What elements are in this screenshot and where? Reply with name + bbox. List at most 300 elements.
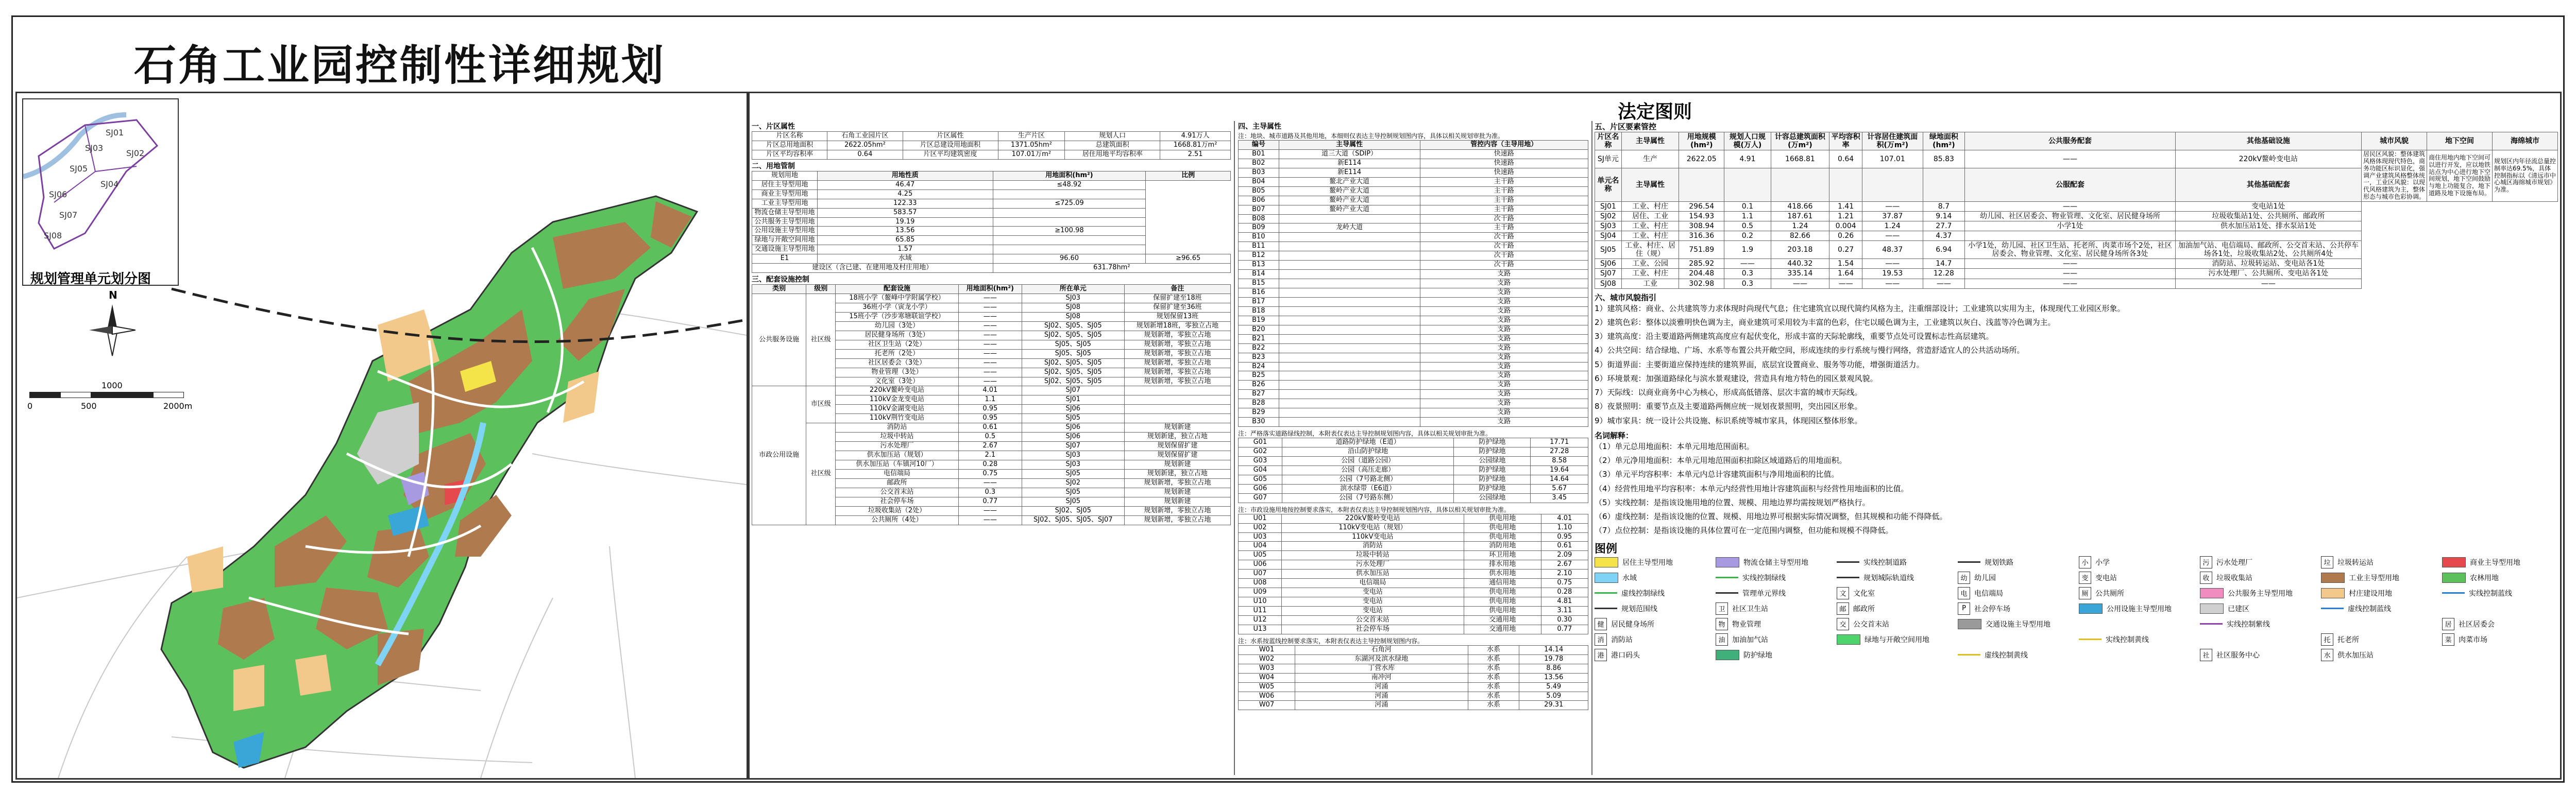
legend-label: 虚线控制绿线 (1621, 589, 1665, 598)
table-cell: B16 (1239, 288, 1279, 298)
table-cell: 2622.05 (1679, 150, 1724, 168)
table-cell: 规划新增，零独立占地 (1124, 377, 1230, 386)
scale-bar (29, 382, 199, 412)
table-cell: U04 (1239, 542, 1282, 551)
table-cell: 1.21 (1829, 211, 1862, 221)
table-row (1239, 159, 1588, 168)
list-item: （6）虚线控制：是指该设施的位置、规模、用地边界可根据实际情况调整，但其规模和功能不得降低。 (1595, 512, 1947, 522)
legend-line (1958, 654, 1980, 656)
table-cell: 供电用地 (1464, 514, 1541, 523)
table-cell (1279, 251, 1420, 261)
table-cell: 水系 (1468, 673, 1519, 682)
table-row (1239, 168, 1588, 177)
legend-item (1595, 587, 1710, 599)
table-cell: 工业主导型用地 (752, 199, 818, 208)
legend-label: 农林用地 (2470, 574, 2499, 582)
table-cell: U01 (1239, 514, 1282, 523)
table-cell: 水系 (1468, 654, 1519, 664)
table-row (1239, 456, 1588, 466)
table-row (1239, 560, 1588, 570)
legend-item (1958, 602, 2074, 615)
table-cell: SJ02、SJ05、SJ05、SJ07 (1022, 515, 1124, 525)
table-cell: 规划新建，独立占地 (1124, 469, 1230, 478)
table-cell (1279, 242, 1420, 251)
table-cell: 规划保留13班 (1124, 312, 1230, 321)
table-cell: B11 (1239, 242, 1279, 251)
table-cell: 3.45 (1531, 493, 1588, 503)
map-panel[interactable] (15, 92, 748, 780)
table-cell: 供电用地 (1464, 523, 1541, 532)
legend-label: 规划铁路 (1985, 558, 2013, 567)
table-cell: 变电站 (1281, 607, 1464, 616)
table-cell: 防护绿地 (1454, 438, 1531, 447)
table-cell: 规划新增，零独立占地 (1124, 349, 1230, 358)
legend-item (2442, 602, 2558, 615)
table-cell: 110kV变电站（规划） (1281, 523, 1464, 532)
legend-label: 居住主导型用地 (1622, 558, 1673, 567)
table-cell: ≤48.92 (993, 180, 1146, 189)
legend-label: 虚线控制蓝线 (2348, 605, 2391, 613)
legend-item (2079, 587, 2195, 599)
table-cell: 绿地面积(hm²) (1923, 132, 1965, 150)
table-cell (1279, 408, 1420, 418)
table-row (1239, 270, 1588, 279)
legend-label: 垃圾转运站 (2337, 558, 2374, 567)
table-cell: U11 (1239, 607, 1282, 616)
table-cell: 0.95 (1541, 532, 1588, 542)
legend-symbol-icon: P (1958, 602, 1970, 615)
table-cell: 公用设施主导型用地 (752, 227, 818, 236)
table-cell: 122.33 (818, 199, 993, 208)
table-cell: 13.56 (1519, 673, 1588, 682)
legend-swatch (1716, 650, 1739, 660)
table-cell: U10 (1239, 597, 1282, 607)
section-note: 注：水系按蓝线控制要求落实，本附表仅表达主导控制规划图内容。 (1238, 637, 1424, 645)
table-cell: 支路 (1420, 362, 1588, 371)
table-cell: —— (1965, 259, 2176, 269)
table-cell: 交通用地 (1464, 625, 1541, 634)
legend-swatch (1595, 573, 1618, 583)
legend-symbol-icon: 港 (1595, 649, 1607, 661)
table-row (1239, 371, 1588, 381)
scale-label: 0 (27, 401, 33, 411)
table-cell: U05 (1239, 551, 1282, 560)
table-cell: —— (1862, 279, 1923, 288)
legend-item (1958, 618, 2074, 630)
table-row (1239, 607, 1588, 616)
table-cell: 187.61 (1771, 211, 1829, 221)
index-map-inset (22, 98, 179, 286)
table-row (1239, 186, 1588, 196)
table-cell: 防护绿地 (1454, 466, 1531, 475)
legend-item (2321, 587, 2437, 599)
legend-line (2321, 608, 2344, 609)
legend-label: 绿地与开敞空间用地 (1865, 635, 1929, 644)
table-row (1239, 242, 1588, 251)
legend-label: 实线控制绿线 (1742, 574, 1786, 582)
legend-label: 居民健身场所 (1611, 620, 1654, 629)
table-cell: 污水处理厂 (1281, 560, 1464, 570)
table-cell: —— (958, 331, 1022, 340)
table-row (1239, 597, 1588, 607)
table-cell: 1.24 (1862, 221, 1923, 231)
table-cell: 道三大道（SDIP） (1279, 149, 1420, 159)
table-row (752, 227, 1231, 236)
table-cell (1124, 414, 1230, 423)
table-cell: 快速路 (1420, 159, 1588, 168)
legend-label: 公用设施主导型用地 (2107, 605, 2172, 613)
table-cell: 2.09 (1541, 551, 1588, 560)
table-cell: B09 (1239, 223, 1279, 233)
table-cell: 支路 (1420, 325, 1588, 334)
table-cell: 110kV变电站 (1281, 532, 1464, 542)
table-cell: 220kV鳌岭变电站 (836, 386, 958, 395)
table-cell: SJ02、SJ05 (1022, 506, 1124, 515)
table-cell: 支路 (1420, 297, 1588, 306)
legend-item (1837, 572, 1953, 584)
table-cell: 供电用地 (1464, 597, 1541, 607)
list-item: 1）建筑风格：商业、公共建筑等力求体现时尚现代气息；住宅建筑宜以现代简约风格为主，注重细部设计；工业建筑以实用为主，体现现代工业园区形象。 (1595, 303, 2125, 313)
table-cell: SJ03 (1022, 460, 1124, 469)
table-cell: 消防站 (1281, 542, 1464, 551)
table-cell (1124, 395, 1230, 405)
legend-item (2079, 602, 2195, 615)
legend-label: 物业管理 (1732, 620, 1761, 629)
legend-symbol-icon: 厕 (2079, 587, 2091, 599)
table-cell: 水系 (1468, 692, 1519, 701)
table-cell: 316.36 (1679, 231, 1724, 241)
table-cell: 4.25 (818, 189, 993, 199)
table-cell: 规划新建 (1124, 460, 1230, 469)
table-row (1239, 625, 1588, 634)
table-cell: 15班小学（沙步寒塘联谊学校） (836, 312, 958, 321)
list-item: 4）公共空间：结合绿地、广场、水系等布置公共开敞空间，形成连续的步行系统与慢行网络，营造舒适宜人的公共活动场所。 (1595, 346, 2025, 355)
table-cell: 0.75 (1541, 579, 1588, 588)
table-cell: 商业主导型用地 (752, 189, 818, 199)
legend-label: 防护绿地 (1743, 651, 1772, 660)
table-cell: 14.64 (1531, 475, 1588, 484)
table-cell: U08 (1239, 579, 1282, 588)
table-cell: B19 (1239, 316, 1279, 325)
table-cell: 公共服务配套 (1965, 132, 2176, 150)
table-cell: 幼儿园（3处） (836, 321, 958, 331)
table-cell: 支路 (1420, 371, 1588, 381)
table-cell: 鳌北产业大道 (1279, 177, 1420, 186)
table-cell: 道路防护绿地（E道） (1282, 438, 1454, 447)
table-row (1239, 570, 1588, 579)
table-cell: 0.28 (1541, 588, 1588, 597)
list-item: （3）单元平均容积率：本单元内总计容建筑面积与净用地面积的比值。 (1595, 470, 1839, 479)
table-row (752, 294, 1231, 303)
table-cell: B01 (1239, 149, 1279, 159)
table-cell: 加油加气站、电信端局、邮政所、公交首末站、公共停车场各1处，垃圾收集站2处、公共厕所4处 (2175, 241, 2361, 259)
table-cell: 其他基础配套 (2175, 168, 2361, 202)
table-cell: 主导属性 (1621, 168, 1679, 202)
column-2 (1238, 121, 1588, 775)
table-cell: 751.89 (1679, 241, 1724, 259)
legend-label: 村庄建设用地 (2349, 589, 2392, 598)
table-cell: 其他基础设施 (2175, 132, 2361, 150)
table-cell: ≥100.98 (993, 227, 1146, 236)
table-cell: 社区级 (806, 294, 836, 386)
table-cell: 4.01 (958, 386, 1022, 395)
table-cell: 285.92 (1679, 259, 1724, 269)
table-cell: 0.75 (958, 469, 1022, 478)
table-cell: 0.61 (1541, 542, 1588, 551)
table-cell: 市区级 (806, 386, 836, 423)
legend-label: 污水处理厂 (2216, 558, 2252, 567)
legend-label: 社区服务中心 (2216, 651, 2260, 660)
table-cell: SJ07 (1022, 386, 1124, 395)
table-row (1239, 306, 1588, 316)
table-row (1595, 201, 2558, 211)
legend-item (1595, 602, 1710, 615)
table-cell (1279, 334, 1420, 343)
legend-line (1595, 608, 1617, 609)
table-cell: 1.41 (1829, 201, 1862, 211)
legend-label: 港口码头 (1611, 651, 1640, 660)
legend-symbol-icon: 居 (2442, 618, 2454, 630)
legend-item (1716, 602, 1832, 615)
table-cell: 工业、公园 (1621, 259, 1679, 269)
table-cell: —— (958, 377, 1022, 386)
table-cell: 支路 (1420, 381, 1588, 390)
table-cell: 公服配套 (1965, 168, 2176, 202)
legend-line (1716, 592, 1738, 594)
table-cell: 变电站 (1281, 588, 1464, 597)
table-cell: SJ06 (1022, 433, 1124, 442)
table-cell: 商住用地内地下空间可以进行开发，应以地铁站点为中心进行地下空间规划，地下空间鼓励与地上功能复合，地下道路及地下设施布局。 (2427, 150, 2493, 202)
table-cell: 2.1 (958, 451, 1022, 460)
table-cell: SJ05 (1022, 488, 1124, 497)
table-cell: SJ02 (1595, 211, 1622, 221)
legend-item (1958, 587, 2074, 599)
table-row (1239, 692, 1588, 701)
table-cell: 海绵城市 (2493, 132, 2558, 150)
table-cell: 交通用地 (1464, 615, 1541, 625)
table-cell: 公园绿地 (1454, 456, 1531, 466)
table-cell: 302.98 (1679, 279, 1724, 288)
table-cell: SJ06 (1022, 423, 1124, 433)
table-cell: 垃圾收集站（2处） (836, 506, 958, 515)
table-cell: 0.5 (958, 433, 1022, 442)
table-row (1239, 523, 1588, 532)
table-row (752, 199, 1231, 208)
section-note: 注：严格落实道路绿线控制，本附表仅表达主导控制规划图内容，具体以相关规划审批为准。 (1238, 430, 1492, 438)
table-cell: 水系 (1468, 701, 1519, 710)
table-cell: 19.53 (1862, 269, 1923, 279)
table-row (1239, 325, 1588, 334)
legend-line (1716, 577, 1738, 578)
list-item: （1）单元总用地面积：本单元用地范围面积。 (1595, 441, 1754, 451)
unit-label: SJ03 (85, 143, 104, 153)
legend-line (1837, 577, 1859, 578)
table-cell: 垃圾中转站 (1281, 551, 1464, 560)
table-cell: —— (958, 515, 1022, 525)
legend-symbol-icon: 油 (1716, 633, 1728, 646)
table-cell: W02 (1239, 654, 1295, 664)
table-cell: 环卫用地 (1464, 551, 1541, 560)
legend-symbol-icon: 托 (2321, 633, 2333, 646)
table-cell: 1.1 (958, 395, 1022, 405)
legend-item (2200, 556, 2316, 568)
table-row (1239, 514, 1588, 523)
legend-symbol-icon: 幼 (1958, 572, 1970, 584)
table-cell: 规划新建 (1124, 423, 1230, 433)
table-cell: 0.5 (1724, 221, 1771, 231)
table-cell: 水系 (1468, 645, 1519, 654)
table-cell: —— (1771, 279, 1829, 288)
section-title: 六、城市风貌指引 (1595, 292, 1657, 302)
table-cell: 8.58 (1531, 456, 1588, 466)
table-row (1595, 231, 2558, 241)
legend-swatch (1595, 557, 1618, 567)
table-cell: 1.10 (1541, 523, 1588, 532)
table-cell: 0.30 (1541, 615, 1588, 625)
legend-label: 邮政所 (1853, 605, 1875, 613)
table-cell: 地下空间 (2427, 132, 2493, 150)
table-cell (1279, 261, 1420, 270)
table-cell: 小学1处 (1965, 221, 2176, 231)
table-cell: SJ05 (1022, 414, 1124, 423)
table-cell (1279, 343, 1420, 353)
legend-symbol-icon: 卫 (1716, 602, 1728, 615)
table-cell: U03 (1239, 532, 1282, 542)
table-row (1239, 484, 1588, 493)
table-cell: 规划新建 (1124, 488, 1230, 497)
table-cell: 46.47 (818, 180, 993, 189)
table-cell: 主干路 (1420, 196, 1588, 205)
table-row (1239, 418, 1588, 427)
table-cell: U13 (1239, 625, 1282, 634)
table-row (1239, 579, 1588, 588)
unit-label: SJ06 (49, 189, 67, 199)
table-row (1239, 701, 1588, 710)
table-cell: 27.28 (1531, 447, 1588, 457)
legend-symbol-icon: 水 (2321, 649, 2333, 661)
legend-symbol-icon: 消 (1595, 633, 1607, 646)
table-row (1239, 381, 1588, 390)
table-cell (1279, 233, 1420, 242)
table-cell: B27 (1239, 390, 1279, 399)
table-cell: 规划新建 (1124, 497, 1230, 506)
legend-item (2079, 572, 2195, 584)
table-cell: 污水处理厂、公共厕所、变电站各1处 (2175, 269, 2361, 279)
unit-label: SJ01 (106, 128, 124, 137)
legend-label: 变电站 (2095, 574, 2117, 582)
table-cell: 12.28 (1923, 269, 1965, 279)
table-row (752, 236, 1231, 245)
table-cell: 418.66 (1771, 201, 1829, 211)
table-cell: —— (958, 312, 1022, 321)
table-cell: SJ07 (1022, 442, 1124, 451)
table-cell: ≤725.09 (993, 199, 1146, 208)
table-cell: 新E114 (1279, 168, 1420, 177)
table-cell: 主干路 (1420, 186, 1588, 196)
legend-swatch (2442, 573, 2466, 583)
table-cell: U02 (1239, 523, 1282, 532)
legend-item (2079, 556, 2195, 568)
legend-item (1716, 556, 1832, 568)
table-cell: B08 (1239, 214, 1279, 223)
unit-label: SJ05 (70, 164, 88, 174)
legend-label: 实线控制紫线 (2227, 620, 2270, 629)
table-row (1595, 269, 2558, 279)
table-cell (1279, 316, 1420, 325)
table-cell: 城市风貌 (2362, 132, 2427, 150)
table-cell: 203.18 (1771, 241, 1829, 259)
legend-symbol-icon: 邮 (1837, 602, 1849, 615)
table-row (1239, 261, 1588, 270)
legend-swatch (1837, 634, 1860, 645)
table-cell: —— (958, 506, 1022, 515)
table-cell: B03 (1239, 168, 1279, 177)
north-label: N (109, 289, 117, 301)
table-cell: SJ03 (1022, 451, 1124, 460)
legend-swatch (2079, 604, 2103, 614)
table-cell: 1668.81 (1771, 150, 1829, 168)
table-cell: 1.64 (1829, 269, 1862, 279)
table-row (1239, 177, 1588, 186)
table-cell: SJ06 (1595, 259, 1622, 269)
table-cell: 平均容积率 (1829, 132, 1862, 150)
water-table (1238, 645, 1588, 711)
table-cell: 2.67 (958, 442, 1022, 451)
table-cell: 19.19 (818, 217, 993, 227)
legend-swatch (2321, 588, 2345, 598)
table-cell: 204.48 (1679, 269, 1724, 279)
table-cell: 规划区内年径流总量控制率达69.5%，具体控制指标以《清远市中心城区海绵城市规划》为准。 (2493, 150, 2558, 202)
table-cell: 工业、村庄 (1621, 231, 1679, 241)
table-cell: SJ05 (1022, 497, 1124, 506)
table-cell: G06 (1239, 484, 1282, 493)
table-cell: 单元名称 (1595, 168, 1622, 202)
table-cell: 社区卫生站（2处） (836, 340, 958, 349)
table-cell (1279, 418, 1420, 427)
table-cell: 水系 (1468, 664, 1519, 673)
table-cell: 公园（7号路北侧） (1282, 475, 1454, 484)
table-row (1239, 353, 1588, 362)
facility-table: 类别 级别 配套设施 用地面积(hm²) 所在单元 备注 公共服务设施 社区级 18班小学（鳌峰中学附属学校） —— SJ03 保留扩建至18班 36班小学（寅龙小学） —— SJ08 保留扩建至36班 15班小学（沙步寒塘联谊学校） —— SJ08 规划保留13班 幼儿园（3处） —— SJ02、SJ05、SJ05 规划新增18班，零独立占地 居民健身场所（3处） —— SJ02、SJ05、SJ05 规划新增，零独立占地 社区卫生站（2处） —— SJ05、SJ05 规划新增，零独立占地 托老所（2处） —— SJ05、SJ05 规划新增，零独立占地 社区居委会（3处） —— SJ02、SJ05、SJ05 规划新增，零独立占地 物业管理（3处） —— SJ02、SJ05、SJ05 规划新增，零独立占地 文化室（3处） —— SJ02、SJ05、SJ05 规划新增，零独立占地 市政公用设施 市区级 220kV鳌岭变电站 4.01 SJ07 110kV金龙变电站 1.1 SJ01 110kV金湖变电站 0.95 SJ06 110kV荆竹变电站 0.95 SJ05 社区级 消防站 0.61 SJ06 规划新建 垃圾中转站 0.5 SJ06 规划新建，独立占地 污水处理厂 2.67 SJ07 规划保留扩建 供水加压站（规划） 2.1 SJ03 规划保留扩建 供水加压站（车镇河10厂） 0.28 SJ03 规划新建 电信端局 0.75 SJ05 规划新建，独立占地 邮政所 —— SJ02 规划新增，零独立占地 公交首末站 0.3 SJ05 规划新建 社会停车场 0.77 SJ05 规划新建 垃圾收集站（2处） —— SJ02、SJ05 规划新增，零独立占地 公共厕所（4处） —— SJ02、SJ05、SJ05、SJ07 规划新增，零独立占地 (752, 284, 1231, 525)
table-cell: 交通设施主导型用地 (752, 245, 818, 254)
table-cell: B29 (1239, 408, 1279, 418)
legend-label: 电信端局 (1974, 589, 2003, 598)
table-cell: SJ01 (1022, 395, 1124, 405)
legend-symbol-icon: 垃 (2321, 556, 2333, 568)
table-cell: 0.77 (1541, 625, 1588, 634)
legend-item (1595, 618, 1710, 630)
table-cell: 通信用地 (1464, 579, 1541, 588)
table-cell: —— (1862, 231, 1923, 241)
table-cell: 片区名称 (1595, 132, 1622, 150)
table-cell: 支路 (1420, 288, 1588, 298)
table-cell: 支路 (1420, 418, 1588, 427)
legend-item (1595, 633, 1710, 646)
list-item: 7）天际线：以商业商务中心为核心，形成高低错落、层次丰富的城市天际线。 (1595, 388, 1862, 398)
legend-item (1837, 649, 1953, 661)
section-title: 五、片区要素管控 (1595, 122, 1657, 131)
table-cell: 8.86 (1519, 664, 1588, 673)
table-cell (1279, 288, 1420, 298)
table-cell: SJ05、SJ05 (1022, 340, 1124, 349)
table-cell: B13 (1239, 261, 1279, 270)
table-row (1239, 399, 1588, 408)
table-cell: B30 (1239, 418, 1279, 427)
table-row (1239, 532, 1588, 542)
table-cell: 48.37 (1862, 241, 1923, 259)
table-cell: 变电站1处 (2175, 201, 2361, 211)
table-cell: B22 (1239, 343, 1279, 353)
